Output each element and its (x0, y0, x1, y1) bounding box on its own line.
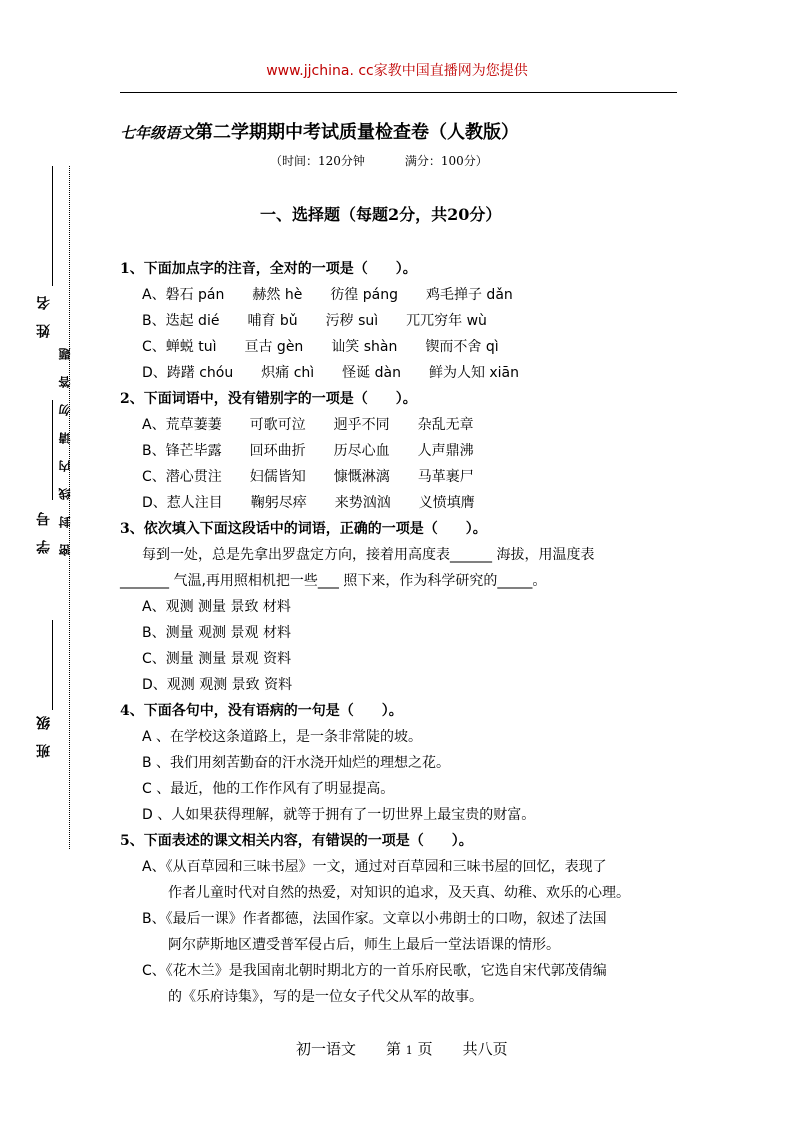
question-3-passage: 每到一处，总是先拿出罗盘定方向，接着用高度表______ 海拔，用温度表 (142, 547, 595, 563)
question-3-option: B、测量 观测 景观 材料 (142, 625, 291, 641)
question-2-stem: 2、下面词语中，没有错别字的一项是（ ）。 (120, 391, 417, 407)
section-heading: 一、选择题（每题2分，共20分） (260, 205, 502, 224)
side-number-label: 学 号 (36, 512, 52, 554)
question-5-option-b: B、《最后一课》作者都德，法国作家。文章以小弗朗士的口吻，叙述了法国 (142, 911, 607, 927)
question-3-passage: _______ 气温,再用照相机把一些___ 照下来，作为科学研究的_____。 (120, 573, 547, 589)
question-2-option: C、潜心贯注 妇儒皆知 慷慨淋漓 马革裹尸 (142, 469, 474, 485)
question-1-stem: 1、下面加点字的注音，全对的一项是（ ）。 (120, 261, 417, 277)
question-3-stem: 3、依次填入下面这段话中的词语，正确的一项是（ ）。 (120, 521, 487, 537)
name-blank-line (52, 166, 53, 286)
question-3-option: D、观测 观测 景致 资料 (142, 677, 293, 693)
question-2-option: B、锋芒毕露 回环曲折 历尽心血 人声鼎沸 (142, 443, 474, 459)
page-footer (296, 1038, 508, 1059)
title-main: 第二学期期中考试质量检查卷（人教版） (195, 122, 520, 143)
footer-suffix: 页 共八页 (417, 1040, 508, 1058)
question-4-option: C 、最近，他的工作作风有了明显提高。 (142, 781, 395, 797)
title-prefix: 七年级语文 (120, 124, 196, 142)
exam-score: 满分：100分） (404, 154, 488, 168)
question-3-option: A、观测 测量 景致 材料 (142, 599, 291, 615)
question-4-option: B 、我们用刻苦勤奋的汗水浇开灿烂的理想之花。 (142, 755, 451, 771)
number-blank-line (52, 400, 53, 500)
question-1-option: A、磐石 pán 赫然 hè 彷徨 páng 鸡毛掸子 dǎn (142, 287, 513, 303)
question-2-option: A、荒草萋萋 可歌可泣 迥乎不同 杂乱无章 (142, 417, 474, 433)
question-5-option-b-cont: 阿尔萨斯地区遭受普军侵占后，师生上最后一堂法语课的情形。 (168, 937, 560, 953)
side-name-label: 姓 名 (36, 296, 52, 338)
question-1-option: C、蝉蜕 tuì 亘古 gèn 讪笑 shàn 锲而不舍 qì (142, 339, 499, 355)
question-5-option-c: C、《花木兰》是我国南北朝时期北方的一首乐府民歌，它选自宋代郭茂倩编 (142, 963, 607, 979)
side-class-label: 班 级 (36, 716, 52, 758)
question-5-stem: 5、下面表述的课文相关内容，有错误的一项是（ ）。 (120, 833, 473, 849)
question-1-option: B、迭起 dié 哺育 bǔ 污秽 suì 兀兀穷年 wù (142, 313, 487, 329)
class-blank-line (52, 620, 53, 710)
exam-time: （时间：120分钟 (270, 154, 365, 168)
question-5-option-c-cont: 的《乐府诗集》，写的是一位女子代父从军的故事。 (168, 989, 483, 1005)
question-4-option: D 、人如果获得理解，就等于拥有了一切世界上最宝贵的财富。 (142, 807, 536, 823)
side-seal-notice: 密 封 线 内 请 勿 答 题 (58, 346, 72, 556)
question-4-stem: 4、下面各句中，没有语病的一句是（ ）。 (120, 703, 403, 719)
header-link[interactable]: www.jjchina. cc家教中国直播网为您提供 (266, 63, 528, 79)
footer-subject: 初一语文 第 (296, 1040, 402, 1058)
question-1-option: D、踌躇 chóu 炽痛 chì 怪诞 dàn 鲜为人知 xiān (142, 365, 520, 381)
exam-title (120, 118, 620, 144)
exam-info (270, 152, 528, 169)
header-divider (120, 92, 677, 93)
question-5-option-a-cont: 作者儿童时代对自然的热爱，对知识的追求，及天真、幼稚、欢乐的心理。 (168, 885, 630, 901)
question-5-option-a: A、《从百草园和三味书屋》一文，通过对百草园和三味书屋的回忆，表现了 (142, 859, 607, 875)
question-3-option: C、测量 测量 景观 资料 (142, 651, 292, 667)
question-2-option: D、惹人注目 鞠躬尽瘁 来势汹汹 义愤填膺 (142, 495, 475, 511)
footer-page-number: 1 (405, 1044, 413, 1057)
question-4-option: A 、在学校这条道路上，是一条非常陡的坡。 (142, 729, 423, 745)
